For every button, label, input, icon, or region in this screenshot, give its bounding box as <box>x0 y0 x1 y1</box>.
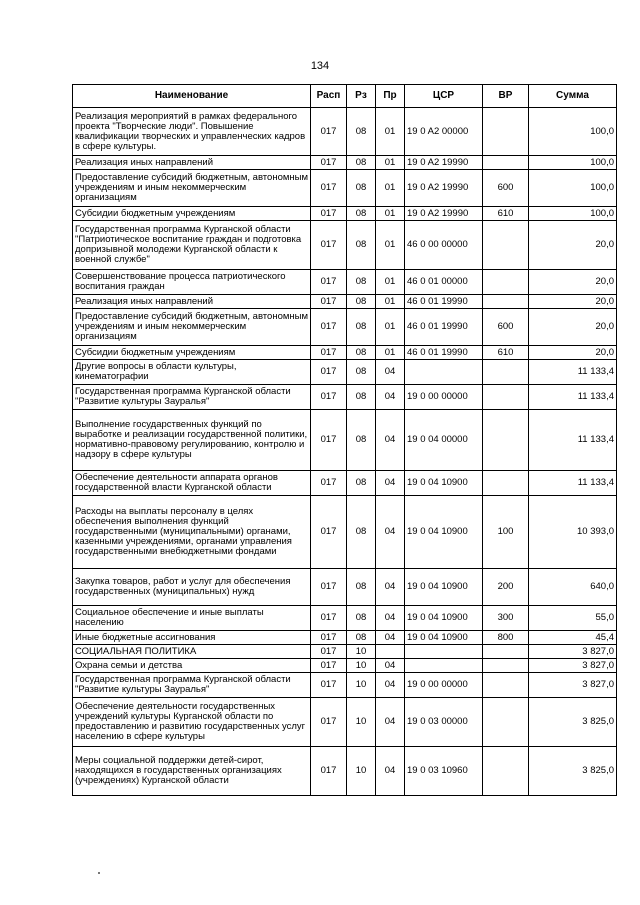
cell-csr: 19 0 00 00000 <box>405 673 483 698</box>
page-number: 134 <box>310 60 330 72</box>
cell-pr: 01 <box>376 346 405 360</box>
cell-pr: 04 <box>376 410 405 471</box>
table-row <box>73 569 617 606</box>
cell-rz: 08 <box>347 346 376 360</box>
cell-rz: 10 <box>347 659 376 673</box>
cell-sum: 11 133,4 <box>529 360 617 385</box>
cell-csr: 46 0 00 00000 <box>405 221 483 270</box>
cell-rasp: 017 <box>311 170 347 207</box>
column-header-rasp: Расп <box>311 85 347 108</box>
cell-csr <box>405 360 483 385</box>
table-row <box>73 108 617 156</box>
cell-csr: 19 0 04 10900 <box>405 631 483 645</box>
cell-pr: 04 <box>376 631 405 645</box>
table-row <box>73 698 617 747</box>
cell-vr <box>483 156 529 170</box>
cell-sum: 100,0 <box>529 108 617 156</box>
table-row <box>73 659 617 673</box>
cell-csr: 46 0 01 19990 <box>405 346 483 360</box>
cell-sum: 55,0 <box>529 606 617 631</box>
cell-name: Обеспечение деятельности аппарата органов государственной власти Курганской области <box>73 471 311 496</box>
cell-csr: 46 0 01 19990 <box>405 295 483 309</box>
cell-pr: 04 <box>376 747 405 796</box>
cell-csr: 19 0 04 10900 <box>405 496 483 569</box>
cell-vr: 610 <box>483 207 529 221</box>
cell-rasp: 017 <box>311 309 347 346</box>
column-header-name: Наименование <box>73 85 311 108</box>
cell-sum: 3 827,0 <box>529 659 617 673</box>
cell-sum: 3 827,0 <box>529 673 617 698</box>
table-row <box>73 631 617 645</box>
cell-sum: 100,0 <box>529 156 617 170</box>
table-row <box>73 309 617 346</box>
cell-rz: 10 <box>347 698 376 747</box>
cell-csr: 19 0 03 10960 <box>405 747 483 796</box>
cell-sum: 3 827,0 <box>529 645 617 659</box>
table-row <box>73 673 617 698</box>
cell-pr: 04 <box>376 606 405 631</box>
cell-name: Реализация иных направлений <box>73 156 311 170</box>
cell-rz: 08 <box>347 309 376 346</box>
cell-vr <box>483 295 529 309</box>
column-header-pr: Пр <box>376 85 405 108</box>
cell-sum: 20,0 <box>529 309 617 346</box>
cell-csr: 19 0 A2 19990 <box>405 207 483 221</box>
cell-name: Государственная программа Курганской области "Патриотическое воспитание граждан и подготовка допризывной молодежи Курганской области к военной службе" <box>73 221 311 270</box>
cell-vr: 600 <box>483 309 529 346</box>
table-row <box>73 747 617 796</box>
cell-rasp: 017 <box>311 673 347 698</box>
table-row <box>73 385 617 410</box>
table-row <box>73 471 617 496</box>
cell-name: Государственная программа Курганской области "Развитие культуры Зауралья" <box>73 385 311 410</box>
header-row <box>73 85 617 108</box>
cell-vr <box>483 645 529 659</box>
cell-csr <box>405 659 483 673</box>
cell-name: Расходы на выплаты персоналу в целях обеспечения выполнения функций государственными (муниципальными) органами, казенными учреждениями, органами управления государственными внебюджетными фондами <box>73 496 311 569</box>
cell-rasp: 017 <box>311 645 347 659</box>
cell-pr: 01 <box>376 156 405 170</box>
cell-csr: 19 0 A2 19990 <box>405 156 483 170</box>
cell-rasp: 017 <box>311 207 347 221</box>
cell-rasp: 017 <box>311 631 347 645</box>
cell-rasp: 017 <box>311 360 347 385</box>
cell-pr: 01 <box>376 309 405 346</box>
cell-vr: 610 <box>483 346 529 360</box>
cell-pr: 04 <box>376 496 405 569</box>
cell-sum: 640,0 <box>529 569 617 606</box>
cell-rz: 10 <box>347 673 376 698</box>
cell-rz: 08 <box>347 471 376 496</box>
cell-csr <box>405 645 483 659</box>
cell-vr <box>483 221 529 270</box>
cell-pr: 01 <box>376 170 405 207</box>
cell-name: Другие вопросы в области культуры, кинематографии <box>73 360 311 385</box>
cell-rasp: 017 <box>311 747 347 796</box>
cell-rz: 08 <box>347 496 376 569</box>
cell-rz: 08 <box>347 170 376 207</box>
cell-name: Охрана семьи и детства <box>73 659 311 673</box>
cell-csr: 46 0 01 00000 <box>405 270 483 295</box>
cell-vr <box>483 270 529 295</box>
cell-name: Закупка товаров, работ и услуг для обеспечения государственных (муниципальных) нужд <box>73 569 311 606</box>
cell-csr: 19 0 04 10900 <box>405 471 483 496</box>
cell-sum: 20,0 <box>529 346 617 360</box>
cell-sum: 100,0 <box>529 170 617 207</box>
cell-vr <box>483 360 529 385</box>
cell-name: Социальное обеспечение и иные выплаты населению <box>73 606 311 631</box>
column-header-rz: Рз <box>347 85 376 108</box>
cell-csr: 19 0 04 10900 <box>405 606 483 631</box>
cell-pr: 01 <box>376 270 405 295</box>
column-header-vr: ВР <box>483 85 529 108</box>
cell-vr: 100 <box>483 496 529 569</box>
table-body <box>73 108 617 796</box>
budget-table <box>72 84 617 796</box>
cell-rz: 08 <box>347 569 376 606</box>
cell-name: Обеспечение деятельности государственных учреждений культуры Курганской области по предоставлению и развитию государственных услуг населению в сфере культуры <box>73 698 311 747</box>
table-row <box>73 270 617 295</box>
cell-rz: 08 <box>347 606 376 631</box>
cell-sum: 20,0 <box>529 295 617 309</box>
cell-rasp: 017 <box>311 270 347 295</box>
cell-sum: 45,4 <box>529 631 617 645</box>
cell-sum: 20,0 <box>529 270 617 295</box>
cell-sum: 10 393,0 <box>529 496 617 569</box>
cell-rasp: 017 <box>311 221 347 270</box>
cell-pr: 04 <box>376 673 405 698</box>
cell-name: Субсидии бюджетным учреждениям <box>73 346 311 360</box>
table-row <box>73 606 617 631</box>
table-row <box>73 496 617 569</box>
cell-name: Выполнение государственных функций по выработке и реализации государственной политики, нормативно-правовому регулированию, контролю и надзору в сфере культуры <box>73 410 311 471</box>
cell-vr <box>483 385 529 410</box>
cell-vr: 600 <box>483 170 529 207</box>
table-row <box>73 295 617 309</box>
cell-name: Предоставление субсидий бюджетным, автономным учреждениям и иным некоммерческим организациям <box>73 309 311 346</box>
cell-rasp: 017 <box>311 471 347 496</box>
cell-sum: 3 825,0 <box>529 698 617 747</box>
table-row <box>73 170 617 207</box>
cell-pr: 04 <box>376 471 405 496</box>
cell-vr <box>483 108 529 156</box>
cell-rasp: 017 <box>311 569 347 606</box>
cell-pr: 01 <box>376 108 405 156</box>
cell-pr: 04 <box>376 385 405 410</box>
cell-vr: 800 <box>483 631 529 645</box>
cell-rz: 10 <box>347 747 376 796</box>
cell-csr: 46 0 01 19990 <box>405 309 483 346</box>
cell-rz: 08 <box>347 410 376 471</box>
table-row <box>73 645 617 659</box>
cell-name: Реализация иных направлений <box>73 295 311 309</box>
cell-sum: 100,0 <box>529 207 617 221</box>
cell-vr <box>483 698 529 747</box>
cell-csr: 19 0 A2 19990 <box>405 170 483 207</box>
cell-rz: 08 <box>347 270 376 295</box>
cell-csr: 19 0 04 00000 <box>405 410 483 471</box>
cell-rasp: 017 <box>311 496 347 569</box>
table-row <box>73 156 617 170</box>
cell-pr: 04 <box>376 569 405 606</box>
cell-name: Предоставление субсидий бюджетным, автономным учреждениям и иным некоммерческим организациям <box>73 170 311 207</box>
table-row <box>73 346 617 360</box>
cell-rasp: 017 <box>311 108 347 156</box>
cell-name: Иные бюджетные ассигнования <box>73 631 311 645</box>
cell-pr <box>376 645 405 659</box>
cell-pr: 01 <box>376 207 405 221</box>
table-row <box>73 410 617 471</box>
table-row <box>73 221 617 270</box>
cell-name: Реализация мероприятий в рамках федерального проекта "Творческие люди". Повышение квалификации творческих и управленческих кадров в сфере культуры. <box>73 108 311 156</box>
cell-vr <box>483 659 529 673</box>
cell-pr: 04 <box>376 659 405 673</box>
cell-pr: 04 <box>376 698 405 747</box>
cell-rasp: 017 <box>311 606 347 631</box>
cell-name: Государственная программа Курганской области "Развитие культуры Зауралья" <box>73 673 311 698</box>
cell-rz: 08 <box>347 156 376 170</box>
cell-csr: 19 0 04 10900 <box>405 569 483 606</box>
cell-rasp: 017 <box>311 295 347 309</box>
cell-name: Субсидии бюджетным учреждениям <box>73 207 311 221</box>
cell-rz: 08 <box>347 385 376 410</box>
cell-pr: 01 <box>376 295 405 309</box>
cell-vr: 300 <box>483 606 529 631</box>
cell-name: Меры социальной поддержки детей-сирот, находящихся в государственных организациях (учреждениях) Курганской области <box>73 747 311 796</box>
cell-vr <box>483 410 529 471</box>
cell-rz: 08 <box>347 295 376 309</box>
cell-rasp: 017 <box>311 698 347 747</box>
cell-csr: 19 0 03 00000 <box>405 698 483 747</box>
cell-name: Совершенствование процесса патриотического воспитания граждан <box>73 270 311 295</box>
cell-sum: 11 133,4 <box>529 410 617 471</box>
cell-rz: 08 <box>347 108 376 156</box>
cell-rasp: 017 <box>311 346 347 360</box>
cell-vr <box>483 471 529 496</box>
cell-csr: 19 0 A2 00000 <box>405 108 483 156</box>
cell-rasp: 017 <box>311 385 347 410</box>
cell-vr: 200 <box>483 569 529 606</box>
column-header-sum: Сумма <box>529 85 617 108</box>
cell-rz: 08 <box>347 631 376 645</box>
cell-sum: 20,0 <box>529 221 617 270</box>
scan-speck <box>98 872 100 874</box>
cell-rasp: 017 <box>311 659 347 673</box>
cell-rasp: 017 <box>311 410 347 471</box>
column-header-csr: ЦСР <box>405 85 483 108</box>
cell-vr <box>483 747 529 796</box>
cell-vr <box>483 673 529 698</box>
table-row <box>73 360 617 385</box>
cell-csr: 19 0 00 00000 <box>405 385 483 410</box>
table-row <box>73 207 617 221</box>
cell-sum: 11 133,4 <box>529 385 617 410</box>
cell-rz: 08 <box>347 207 376 221</box>
cell-pr: 01 <box>376 221 405 270</box>
cell-rz: 08 <box>347 360 376 385</box>
cell-rz: 10 <box>347 645 376 659</box>
cell-sum: 3 825,0 <box>529 747 617 796</box>
cell-sum: 11 133,4 <box>529 471 617 496</box>
cell-rz: 08 <box>347 221 376 270</box>
cell-name: СОЦИАЛЬНАЯ ПОЛИТИКА <box>73 645 311 659</box>
cell-pr: 04 <box>376 360 405 385</box>
cell-rasp: 017 <box>311 156 347 170</box>
